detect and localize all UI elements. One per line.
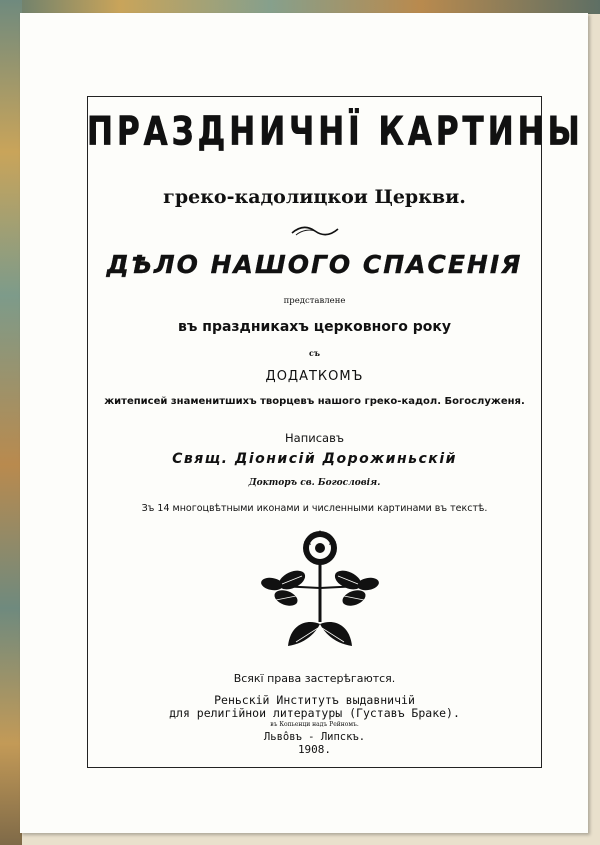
biographies-line: житеписей знаменитшихъ творцевъ нашого греко-кадол. Богослуженя.	[104, 396, 525, 407]
illustrations-note: Зъ 14 многоцвѣтными иконами и численными картинами въ текстѣ.	[141, 503, 488, 514]
main-title: ПРАЗДНИЧНЇ КАРТИНЫ	[87, 109, 584, 155]
publication-year: 1908.	[297, 743, 332, 756]
author-degree: Докторъ св. Богословія.	[248, 478, 381, 488]
work-title: ДѢЛО НАШОГО СПАСЕНІЯ	[106, 250, 523, 279]
subtitle: греко-кадолицкои Церкви.	[163, 186, 466, 208]
publication-cities: Львôвъ - Липскъ.	[263, 731, 366, 743]
publisher-line-2: для религійнои литературы (Густавъ Браке).	[169, 706, 460, 720]
written-by-label: Написавъ	[285, 431, 344, 445]
flourish-ornament	[290, 224, 340, 238]
cover-edge-top	[0, 0, 600, 14]
rose-emblem	[250, 528, 390, 658]
addition-line: ДОДАТКОМЪ	[265, 369, 364, 384]
author-name: Свящ. Діонисій Дорожиньскій	[172, 451, 457, 467]
publisher-line-3: въ Копьенци надъ Рейномъ.	[270, 721, 359, 728]
cover-edge-left	[0, 0, 22, 845]
publisher-line-1: Реньскій Институтъ выдавничій	[214, 693, 415, 707]
with-text: съ	[308, 348, 320, 358]
rights-notice: Всякї права застерѣгаются.	[233, 672, 396, 685]
feasts-line: въ праздникахъ церковного року	[178, 319, 451, 335]
presented-text: представлене	[283, 296, 346, 306]
